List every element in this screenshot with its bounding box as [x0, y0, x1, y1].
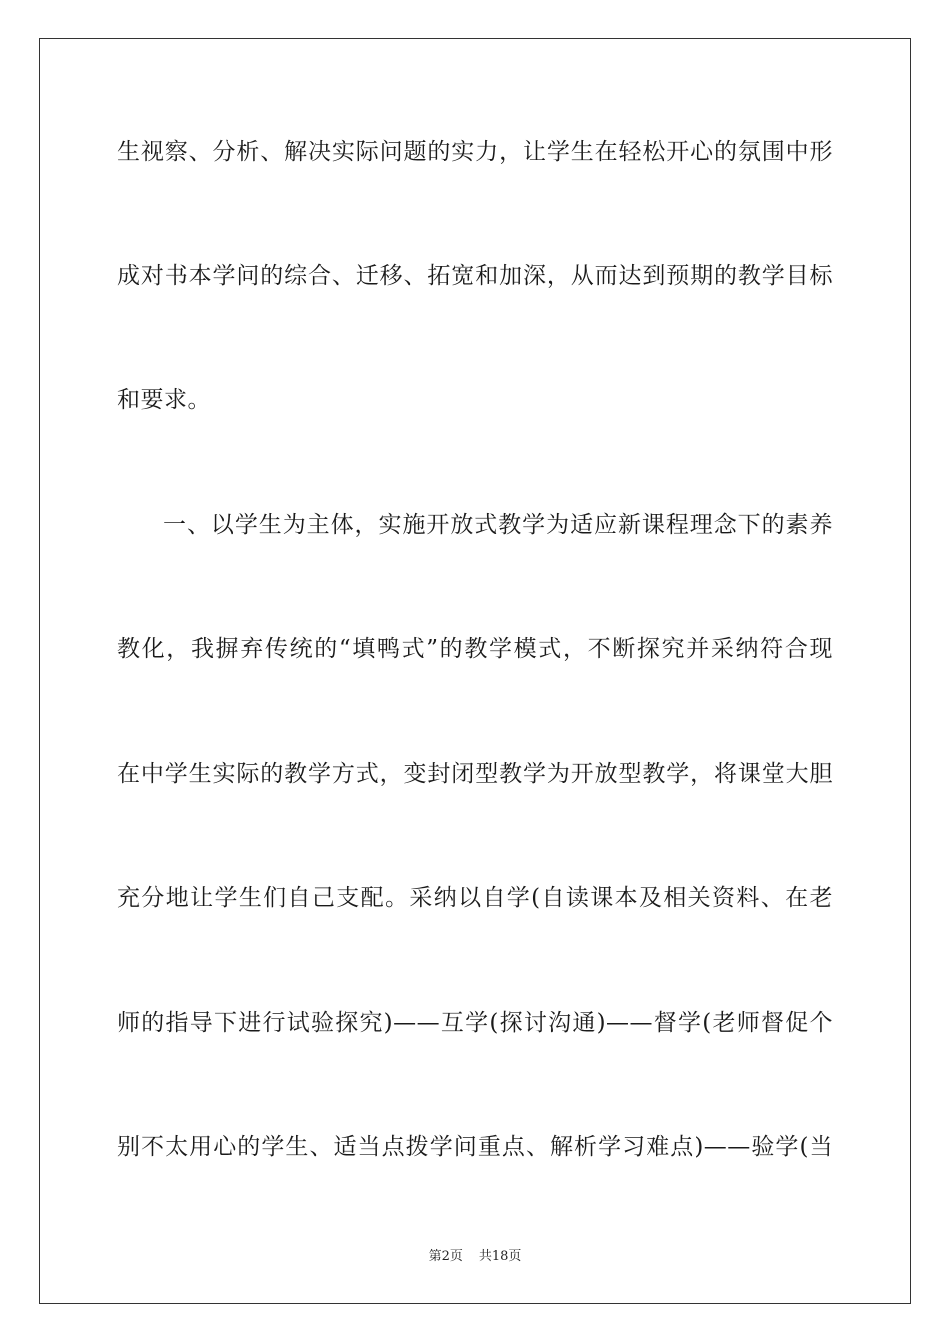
text-line: 一、以学生为主体，实施开放式教学为适应新课程理念下的素养	[163, 512, 833, 538]
text-line: 在中学生实际的教学方式，变封闭型教学为开放型教学，将课堂大胆	[117, 761, 833, 787]
text-line: 教化，我摒弃传统的“填鸭式”的教学模式，不断探究并采纳符合现	[117, 636, 833, 662]
page-total: 共18页	[478, 1249, 522, 1264]
page-number: 第2页	[428, 1249, 463, 1264]
text-line: 和要求。	[117, 387, 211, 413]
text-line: 充分地让学生们自己支配。采纳以自学(自读课本及相关资料、在老	[117, 885, 833, 911]
page-footer	[0, 1248, 950, 1266]
text-line: 生视察、分析、解决实际问题的实力，让学生在轻松开心的氛围中形	[117, 139, 833, 165]
text-line: 成对书本学问的综合、迁移、拓宽和加深，从而达到预期的教学目标	[117, 263, 833, 289]
page-border	[39, 38, 911, 1304]
text-line: 师的指导下进行试验探究)——互学(探讨沟通)——督学(老师督促个	[117, 1010, 833, 1036]
text-line: 别不太用心的学生、适当点拨学问重点、解析学习难点)——验学(当	[117, 1134, 833, 1160]
